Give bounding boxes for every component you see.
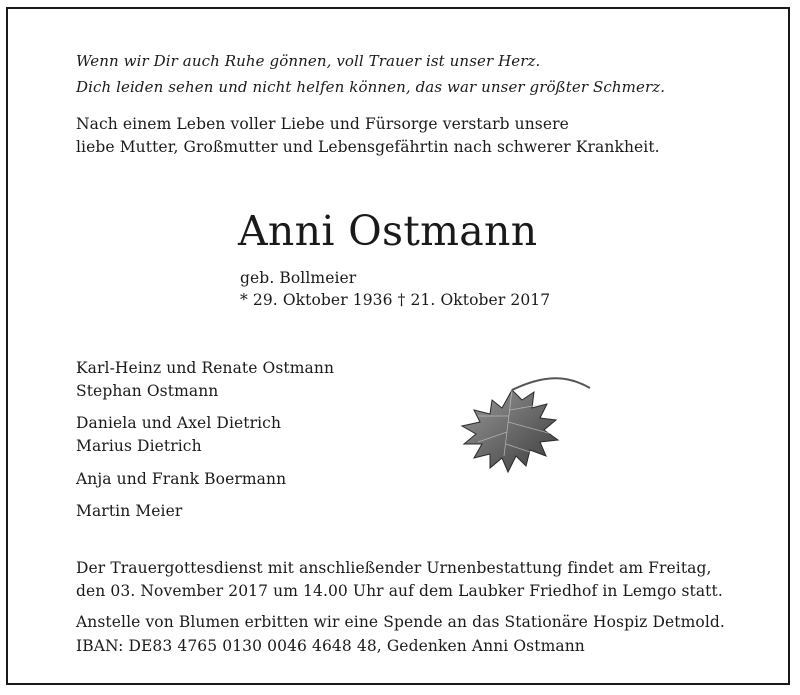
poem-line-2: Dich leiden sehen und nicht helfen können, das war unser größter Schmerz.	[76, 78, 666, 96]
birth-name: geb. Bollmeier	[240, 269, 357, 287]
maple-leaf-icon	[452, 360, 612, 500]
mourner-line: Martin Meier	[76, 502, 183, 520]
service-line-2: den 03. November 2017 um 14.00 Uhr auf dem Laubker Friedhof in Lemgo statt.	[76, 582, 723, 600]
mourner-line: Stephan Ostmann	[76, 382, 219, 400]
mourner-line: Anja und Frank Boermann	[76, 470, 287, 488]
intro-line-2: liebe Mutter, Großmutter und Lebensgefährtin nach schwerer Krankheit.	[76, 138, 660, 156]
service-line-1: Der Trauergottesdienst mit anschließender Urnenbestattung findet am Freitag,	[76, 559, 712, 577]
donation-line-2: IBAN: DE83 4765 0130 0046 4648 48, Gedenken Anni Ostmann	[76, 637, 585, 655]
intro-line-1: Nach einem Leben voller Liebe und Fürsorge verstarb unsere	[76, 115, 569, 133]
donation-line-1: Anstelle von Blumen erbitten wir eine Spende an das Stationäre Hospiz Detmold.	[76, 613, 725, 631]
mourner-line: Karl-Heinz und Renate Ostmann	[76, 359, 335, 377]
poem-line-1: Wenn wir Dir auch Ruhe gönnen, voll Trauer ist unser Herz.	[76, 52, 541, 70]
mourner-line: Marius Dietrich	[76, 437, 202, 455]
life-dates: * 29. Oktober 1936 † 21. Oktober 2017	[240, 291, 551, 309]
mourner-line: Daniela und Axel Dietrich	[76, 414, 282, 432]
deceased-name: Anni Ostmann	[238, 207, 538, 255]
